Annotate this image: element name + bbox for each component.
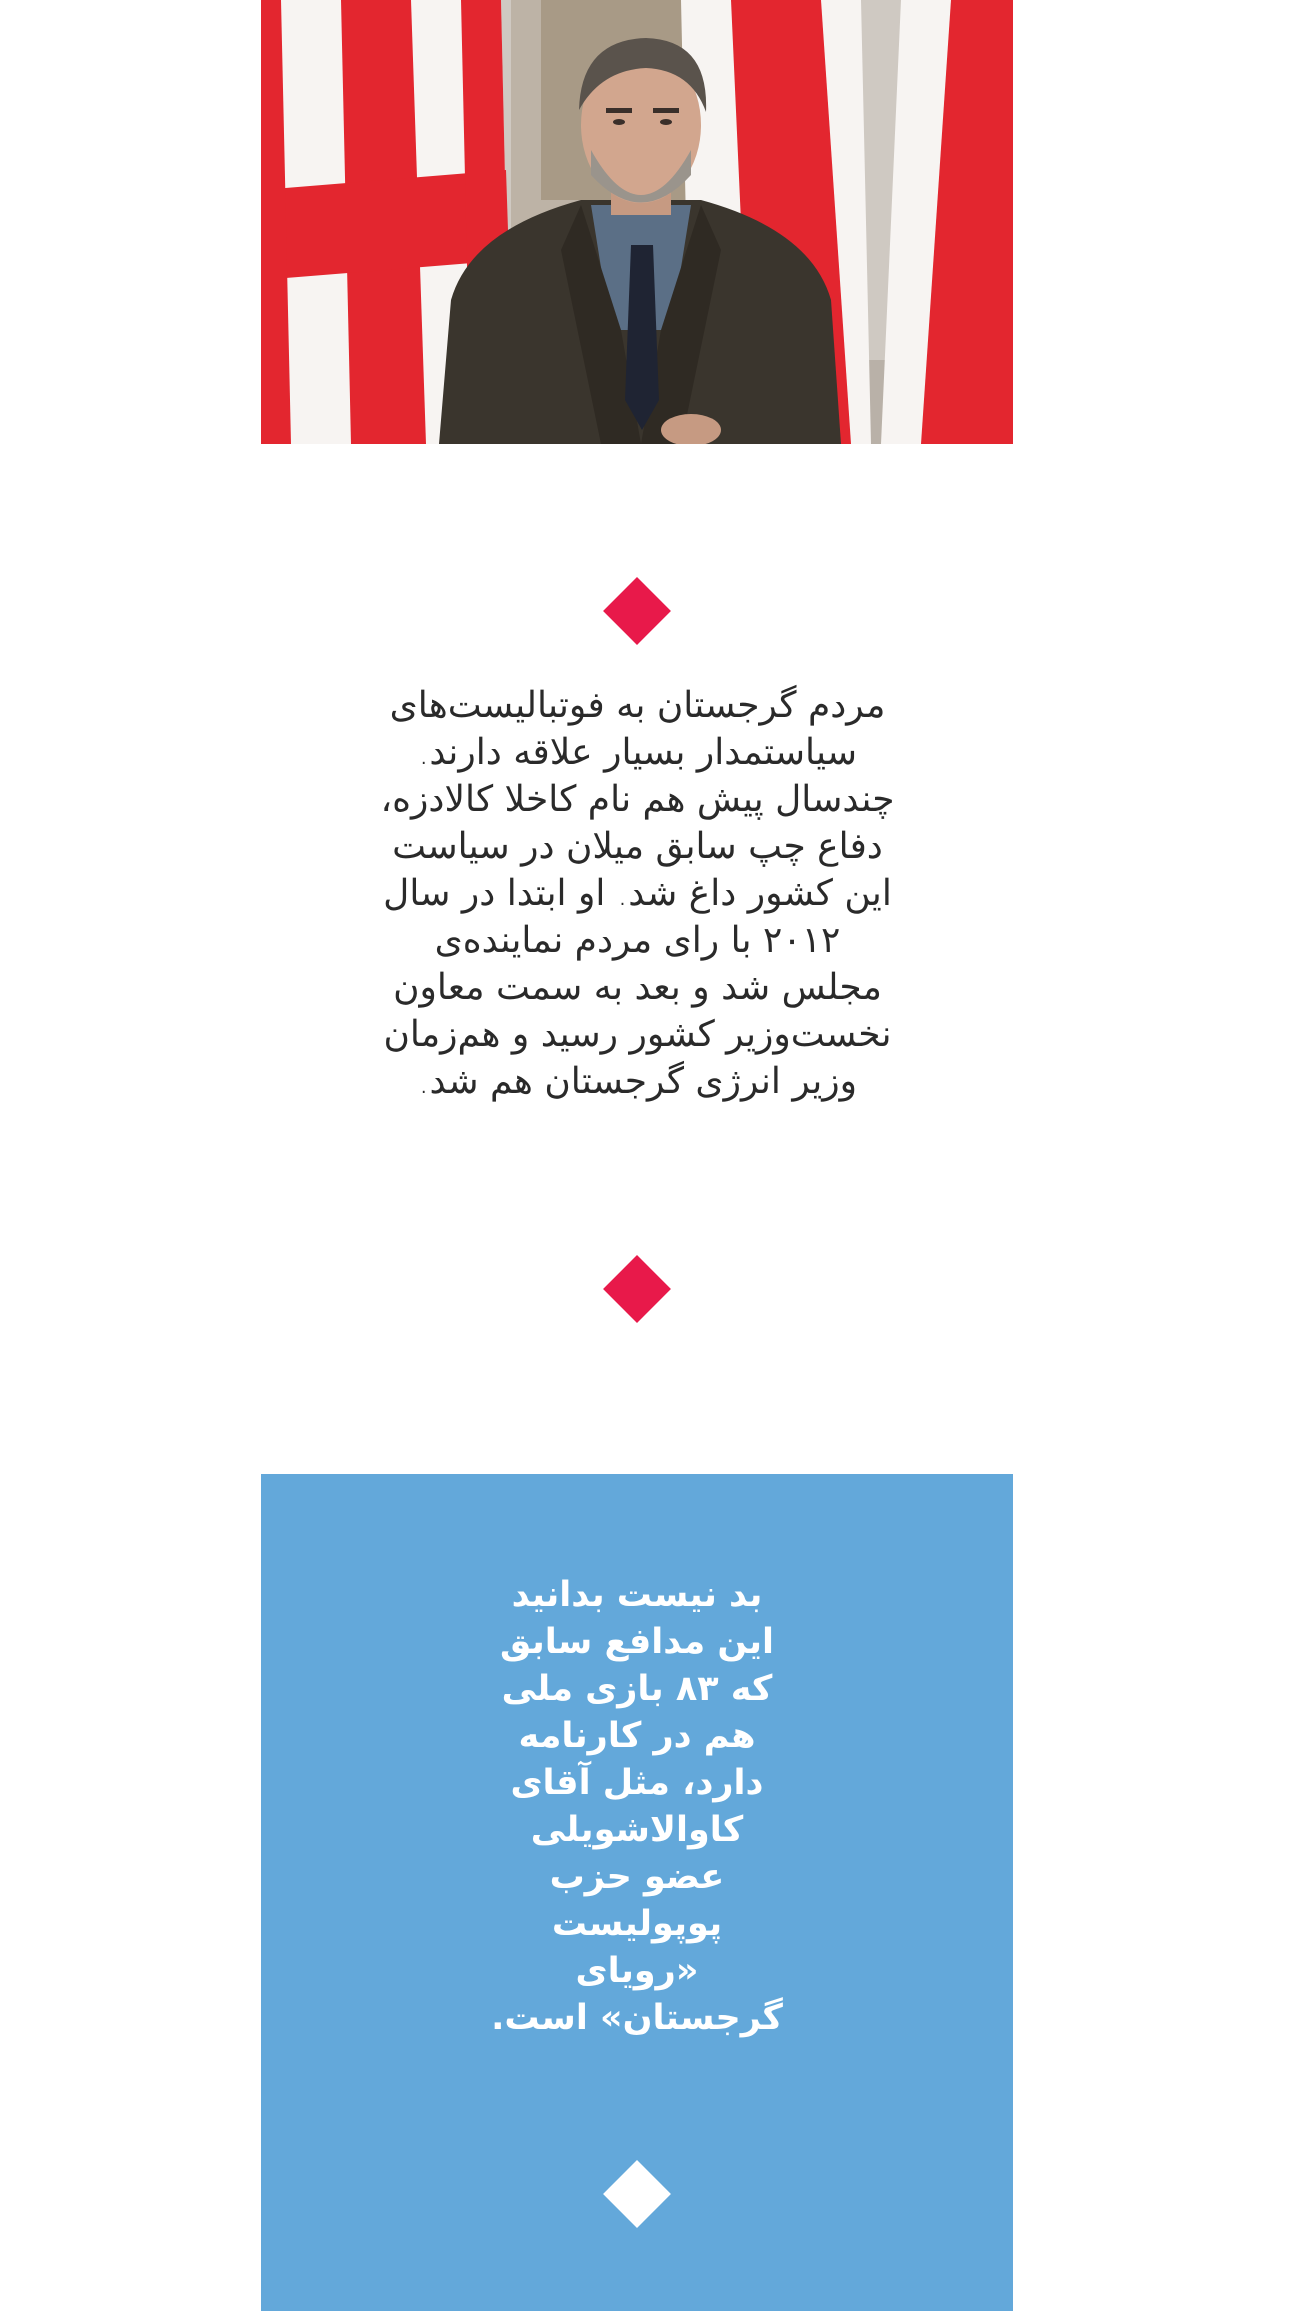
article-photo: [261, 0, 1013, 444]
diamond-icon: [603, 2160, 671, 2228]
callout-text: بد نیست بدانید این مدافع سابق که ۸۳ بازی ملی هم در کارنامه دارد، مثل آقای کاوالاشویلی عضو حزب پوپولیست «رویای گرجستان» است.: [491, 1575, 783, 2038]
diamond-icon: [603, 1255, 671, 1323]
diamond-icon: [603, 577, 671, 645]
article-paragraph: مردم گرجستان به فوتبالیست‌های سیاستمدار بسیار علاقه دارند. چندسال پیش هم نام کاخلا کالادزه، دفاع چپ سابق میلان در سیاست این کشور داغ شد. او ابتدا در سال ۲۰۱۲ با رای مردم نماینده‌ی مجلس شد و بعد به سمت معاون نخست‌وزیر کشور رسید و هم‌زمان وزیر انرژی گرجستان هم شد.: [380, 685, 895, 1102]
callout-box: [261, 1474, 1013, 2311]
